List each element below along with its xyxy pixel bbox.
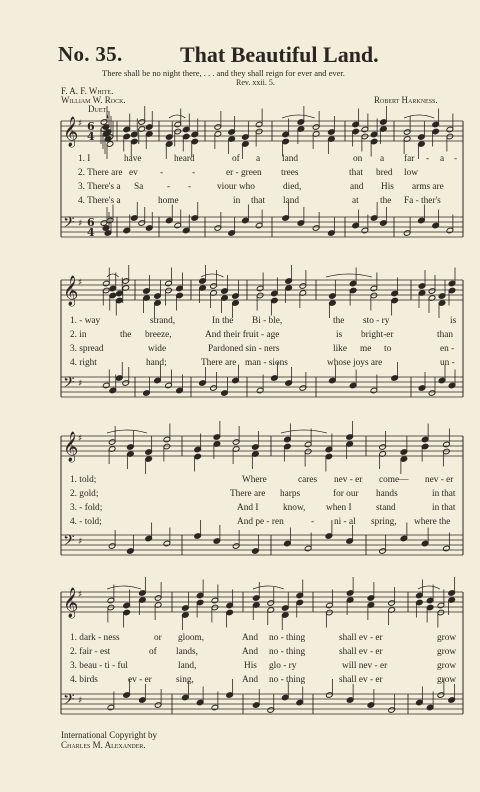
- lyric-line: sing,: [176, 675, 194, 685]
- lyric-line: 1. - way: [70, 316, 101, 326]
- lyric-line: 2. fair - est: [70, 647, 111, 657]
- lyric-line: the: [333, 316, 345, 326]
- lyric-line: 3. There's a: [78, 182, 121, 192]
- time-signature: 6: [87, 120, 95, 133]
- lyric-line: grow: [437, 675, 457, 685]
- lyric-line: shall ev - er: [339, 675, 383, 685]
- tie: [201, 274, 223, 277]
- epigraph-reference: Rev. xxii. 5.: [236, 78, 275, 87]
- hymn-title: That Beautiful Land.: [180, 42, 379, 67]
- copyright-notice: International Copyright by: [61, 730, 157, 740]
- lyric-line: grow: [437, 647, 457, 657]
- lyric-line: died,: [283, 182, 302, 192]
- lyric-line: -: [192, 168, 196, 178]
- lyric-line: His: [381, 182, 394, 192]
- lyric-line: And I: [237, 503, 259, 513]
- lyric-line: bred: [376, 168, 393, 178]
- lyric-line: And: [242, 647, 259, 657]
- treble-clef-icon: 𝄞: [63, 588, 79, 618]
- lyric-line: Bi - ble,: [252, 316, 283, 326]
- lyric-line: arms are: [412, 182, 444, 192]
- lyric-line: on: [353, 154, 363, 164]
- lyric-line: 3. - fold;: [70, 503, 103, 513]
- lyric-line: that: [251, 196, 265, 206]
- lyric-line: no - thing: [269, 675, 306, 685]
- lyric-line: -: [188, 182, 192, 192]
- lyric-line: 4. birds: [70, 675, 98, 685]
- lyric-line: stand: [376, 503, 396, 513]
- lyric-line: spring,: [371, 517, 397, 527]
- lyric-line: strand,: [150, 316, 176, 326]
- lyric-line: 4. right: [70, 358, 97, 368]
- tie: [281, 430, 327, 433]
- lyric-line: There are: [230, 489, 266, 499]
- lyric-line: bright-er: [361, 330, 394, 340]
- lyric-line: of: [149, 647, 157, 657]
- lyric-line: man - sions: [245, 358, 288, 368]
- key-sharp-icon: ♯: [78, 696, 83, 706]
- lyric-line: come—: [379, 475, 409, 485]
- lyric-line: Fa - ther's: [404, 196, 441, 206]
- lyric-line: where the: [414, 517, 451, 527]
- lyric-line: 2. There are: [78, 168, 123, 178]
- lyric-line: 3. beau - ti - ful: [70, 661, 128, 671]
- lyric-line: viour who: [217, 182, 255, 192]
- lyric-line: me: [360, 344, 372, 354]
- lyric-line: shall ev - er: [339, 647, 383, 657]
- lyric-line: -: [426, 154, 430, 164]
- treble-clef-icon: 𝄞: [63, 276, 79, 306]
- tie: [107, 274, 119, 277]
- lyric-line: In the: [212, 316, 234, 326]
- lyric-line: His: [244, 661, 257, 671]
- epigraph: There shall be no night there, . . . and they shall reign for ever and ever.: [102, 68, 345, 78]
- bass-clef-icon: 𝄢: [63, 532, 75, 553]
- lyric-line: low: [404, 168, 418, 178]
- lyric-line: grow: [437, 661, 457, 671]
- lyric-line: 3. spread: [70, 344, 104, 354]
- lyric-line: breeze,: [145, 330, 172, 340]
- lyric-line: 4. - told;: [70, 517, 102, 527]
- lyric-line: have: [124, 154, 142, 164]
- lyric-line: ev - er: [128, 675, 152, 685]
- lyric-line: 1. dark - ness: [70, 633, 120, 643]
- lyric-line: 1. told;: [70, 475, 97, 485]
- lyric-line: to: [384, 344, 392, 354]
- time-signature: 4: [87, 226, 95, 239]
- lyric-line: And: [242, 633, 259, 643]
- author-line-2: William W. Rock.: [61, 95, 126, 105]
- lyric-line: will nev - er: [342, 661, 388, 671]
- lyric-line: a: [380, 154, 385, 164]
- bass-clef-icon: 𝄢: [63, 374, 75, 395]
- lyric-line: heard: [174, 154, 195, 164]
- lyric-line: And pe - ren: [237, 517, 284, 527]
- lyric-line: at: [352, 196, 359, 206]
- lyric-line: a: [440, 154, 445, 164]
- lyric-line: lands,: [176, 647, 198, 657]
- lyric-line: harps: [280, 489, 301, 499]
- lyric-line: nev - er: [334, 475, 363, 485]
- tie: [326, 274, 372, 277]
- lyric-line: Sa: [134, 182, 144, 192]
- lyric-line: like: [333, 344, 347, 354]
- tie: [169, 115, 185, 118]
- key-sharp-icon: ♯: [78, 219, 83, 229]
- tie: [107, 586, 141, 589]
- lyric-line: hands: [376, 489, 398, 499]
- lyric-line: 2. in: [70, 330, 87, 340]
- lyric-line: land: [282, 154, 299, 164]
- lyric-line: glo - ry: [269, 661, 297, 671]
- key-sharp-icon: ♯: [78, 119, 83, 129]
- lyric-line: ni - al: [334, 517, 356, 527]
- key-sharp-icon: ♯: [78, 379, 83, 389]
- key-sharp-icon: ♯: [78, 278, 83, 288]
- lyric-line: land: [283, 196, 300, 206]
- lyric-line: 2. gold;: [70, 489, 99, 499]
- time-signature: 4: [87, 130, 95, 143]
- treble-clef-icon: 𝄞: [63, 117, 79, 147]
- lyric-line: or: [154, 633, 162, 643]
- lyric-line: shall ev - er: [339, 633, 383, 643]
- lyric-line: ev: [129, 168, 138, 178]
- lyric-line: -: [167, 182, 171, 192]
- lyric-line: trees: [281, 168, 299, 178]
- tie: [107, 430, 147, 433]
- tie: [418, 586, 440, 589]
- author-line-1: F. A. F. White.: [61, 86, 114, 96]
- treble-clef-icon: 𝄞: [63, 432, 79, 462]
- lyric-line: And: [242, 675, 259, 685]
- lyric-line: And their fruit - age: [205, 330, 280, 340]
- lyric-line: nev - er: [425, 475, 454, 485]
- key-sharp-icon: ♯: [78, 590, 83, 600]
- tie: [404, 115, 434, 118]
- lyric-line: far: [404, 154, 415, 164]
- lyric-line: for our: [333, 489, 359, 499]
- tie: [282, 115, 315, 118]
- lyric-line: -: [160, 168, 164, 178]
- duet-marking: Duet.: [88, 104, 109, 114]
- lyric-line: in that: [432, 489, 456, 499]
- lyric-line: that: [349, 168, 363, 178]
- lyric-line: in that: [432, 503, 456, 513]
- lyric-line: -: [454, 154, 458, 164]
- lyric-line: grow: [437, 633, 457, 643]
- lyric-line: wide: [148, 344, 167, 354]
- lyric-line: the: [380, 196, 392, 206]
- lyric-line: Pardoned sin - ners: [208, 344, 280, 354]
- lyric-line: land,: [178, 661, 197, 671]
- lyric-line: no - thing: [269, 633, 306, 643]
- hymn-number: No. 35.: [58, 42, 123, 66]
- lyric-line: cares: [298, 475, 318, 485]
- lyric-line: than: [437, 330, 454, 340]
- lyric-line: gloom,: [178, 633, 205, 643]
- lyric-line: 4. There's a: [78, 196, 121, 206]
- tie: [253, 586, 284, 589]
- lyric-line: Where: [242, 475, 267, 485]
- composer: Robert Harkness.: [374, 95, 438, 105]
- lyric-line: in: [233, 196, 241, 206]
- lyric-line: whose joys are: [327, 358, 383, 368]
- lyric-line: sto - ry: [363, 316, 390, 326]
- lyric-line: know,: [283, 503, 306, 513]
- lyric-line: is: [450, 316, 457, 326]
- bass-clef-icon: 𝄢: [63, 691, 75, 712]
- lyric-line: 1. I: [78, 154, 91, 164]
- tie: [107, 115, 108, 118]
- key-sharp-icon: ♯: [78, 537, 83, 547]
- lyric-line: -: [311, 517, 315, 527]
- lyric-line: when I: [326, 503, 352, 513]
- key-sharp-icon: ♯: [78, 434, 83, 444]
- lyric-line: a: [256, 154, 261, 164]
- time-signature: 6: [87, 216, 95, 229]
- lyric-line: hand;: [146, 358, 167, 368]
- lyric-line: er - green: [226, 168, 262, 178]
- lyric-line: the: [120, 330, 132, 340]
- lyric-line: home: [158, 196, 179, 206]
- copyright-holder: Charles M. Alexander.: [61, 740, 146, 750]
- lyric-line: is: [336, 330, 343, 340]
- lyric-line: en -: [440, 344, 455, 354]
- lyric-line: un -: [440, 358, 455, 368]
- lyric-line: and: [350, 182, 364, 192]
- lyric-line: There are: [201, 358, 237, 368]
- bass-clef-icon: 𝄢: [63, 214, 75, 235]
- lyric-line: no - thing: [269, 647, 306, 657]
- lyric-line: of: [232, 154, 240, 164]
